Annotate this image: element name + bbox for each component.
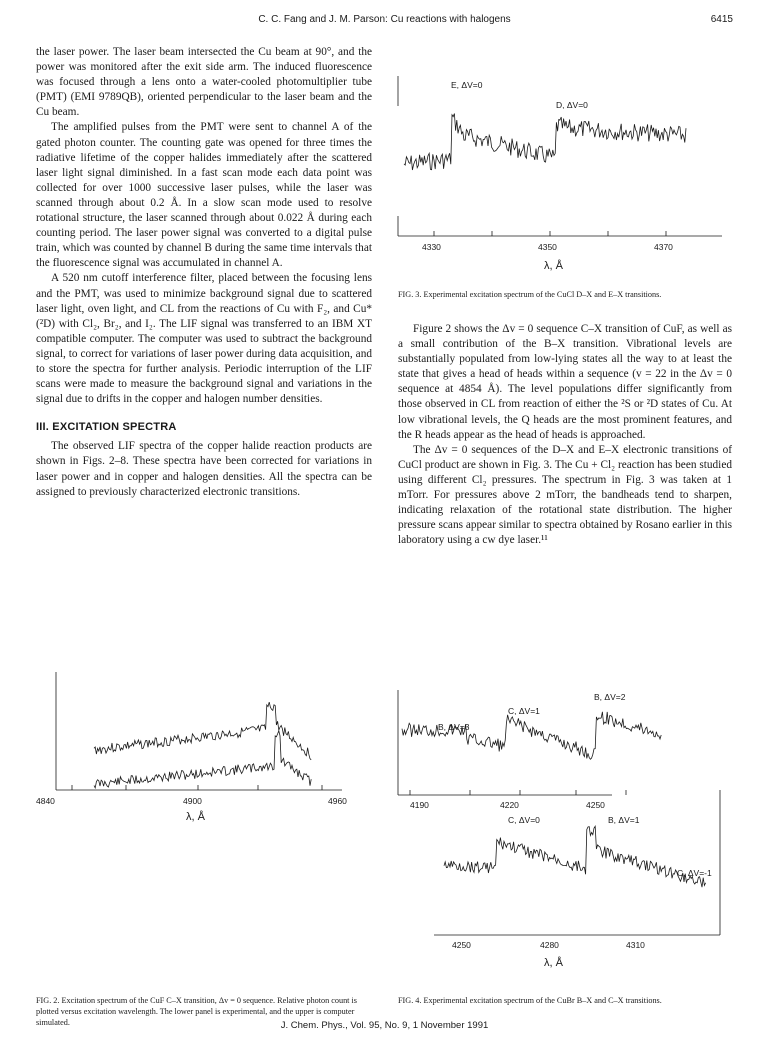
x-axis-label: λ, Å — [544, 957, 563, 969]
x-axis-label: λ, Å — [544, 260, 563, 272]
tick-label: 4190 — [410, 800, 429, 810]
left-column — [36, 45, 372, 500]
figure-3-plot — [396, 76, 732, 276]
top-spectrum-trace — [402, 712, 661, 760]
figure-2 — [36, 672, 372, 857]
tick-label: 4250 — [586, 800, 605, 810]
tick-marks — [72, 785, 322, 790]
figure-4 — [396, 690, 732, 980]
tick-label: 4900 — [183, 796, 202, 806]
paragraph: The Δv = 0 sequences of the D–X and E–X electronic transitions of CuCl product are shown in Fig. 3. The Cu + Cl₂ reaction has been studied using different Cl₂ pressures. The spectrum in Fig. 3 was taken at 1 mTorr. For pressures above 2 mTorr, the bandheads tend to sharpen, indicating relaxation of the rotational state distribution. The higher pressure scans appear similar to spectra obtained by Rosano earlier in this laboratory using a cw dye laser.¹¹ — [398, 443, 732, 547]
page-number: 6415 — [710, 14, 733, 25]
paragraph: Figure 2 shows the Δv = 0 sequence C–X transition of CuF, as well as a small contribution of the B–X transition. Vibrational levels are substantially populated from low-lying states all the way to at least the state that gives a head of heads within a sequence (v = 22 in the Δv = 0 sequence at 4854 Å). The level populations differ significantly from those observed in CL from reaction of either the ²S or ²D states of Cu. At low vibrational levels, the Q heads are the most prominent features, and the R heads appear as the head of heads is approached. — [398, 323, 732, 441]
experimental-spectrum-trace — [94, 731, 311, 788]
band-label-e: E, ΔV=0 — [451, 80, 483, 90]
band-label: C, ΔV=-1 — [677, 868, 712, 878]
tick-label: 4310 — [626, 940, 645, 950]
paragraph: the laser power. The laser beam intersected the Cu beam at 90°, and the power was monitored after the exit side arm. The induced fluorescence was focused through a lens onto a water-cooled photomultiplier tube (PMT) (EMI 9789QB), oriented perpendicular to the laser beam and the Cu beam. — [36, 46, 372, 119]
band-label: C, ΔV=0 — [508, 815, 540, 825]
tick-label: 4840 — [36, 796, 55, 806]
tick-label: 4220 — [500, 800, 519, 810]
paragraph: A 520 nm cutoff interference filter, placed between the focusing lens and the PMT, was used to minimize background signal due to scattered laser light, oven light, and CL from the reactions of Cu with F₂, and Cu*(²D) with Cl₂, Br₂, and I₂. The LIF signal was transferred to an IBM XT compatible computer. The computer was used to subtract the background signal, to correct for variations of laser power during data acquisition, and to store the spectra for further analysis. Periodic interruption of the LIF scans were made to measure the background signal and variations in the signal due to drifts in the copper and halogen number densities. — [36, 272, 372, 406]
bottom-spectrum-trace — [444, 826, 706, 887]
tick-marks — [434, 231, 666, 236]
tick-label: 4250 — [452, 940, 471, 950]
figure-2-plot — [36, 672, 372, 857]
band-label: B, ΔV=2 — [594, 692, 626, 702]
paragraph: The observed LIF spectra of the copper halide reaction products are shown in Figs. 2–8. These spectra have been corrected for variations in laser power and in copper and halogen densities. All the spectra can be assigned to previously characterized electronic transitions. — [36, 440, 372, 498]
figure-2-caption: FIG. 2. Excitation spectrum of the CuF C–X transition, Δv = 0 sequence. Relative photon count is plotted versus excitation wavelength. The lower panel is experimental, and the upper is computer simulated. — [36, 996, 357, 1027]
band-label-d: D, ΔV=0 — [556, 100, 588, 110]
running-title: C. C. Fang and J. M. Parson: Cu reactions with halogens — [258, 14, 511, 25]
tick-label: 4330 — [422, 242, 441, 252]
tick-marks — [410, 790, 626, 795]
figure-3 — [396, 76, 732, 276]
spectrum-trace — [404, 114, 686, 171]
x-axis-label: λ, Å — [186, 811, 205, 823]
paragraph: The amplified pulses from the PMT were sent to channel A of the gated photon counter. The counting gate was opened for three times the radiative lifetime of the copper halides immediately after the scattered laser light signal diminished. In a fast scan mode each data point was collected for over 1000 successive laser pulses, while the laser was scanned through about 0.2 Å. In a slow scan mode used to resolve rotational structure, the laser scanned through about 0.022 Å during each counting period. The laser power signal was converted to a digital pulse train, which was counted by channel B during the same time intervals that the fluorescence signal was accumulated in channel A. — [36, 121, 372, 270]
tick-label: 4350 — [538, 242, 557, 252]
section-heading: III. EXCITATION SPECTRA — [36, 421, 177, 434]
band-label: B, ΔV=1 — [608, 815, 640, 825]
right-column — [398, 322, 732, 548]
tick-label: 4280 — [540, 940, 559, 950]
band-label: C, ΔV=1 — [508, 706, 540, 716]
figure-4-plot — [396, 690, 732, 980]
band-label: B, ΔV=3 — [438, 722, 470, 732]
figure-3-caption: FIG. 3. Experimental excitation spectrum of the CuCl D–X and E–X transitions. — [398, 290, 662, 299]
journal-footer: J. Chem. Phys., Vol. 95, No. 9, 1 November 1991 — [280, 1020, 489, 1031]
tick-label: 4960 — [328, 796, 347, 806]
running-header — [36, 14, 733, 30]
figure-4-caption: FIG. 4. Experimental excitation spectrum of the CuBr B–X and C–X transitions. — [398, 996, 662, 1005]
tick-label: 4370 — [654, 242, 673, 252]
